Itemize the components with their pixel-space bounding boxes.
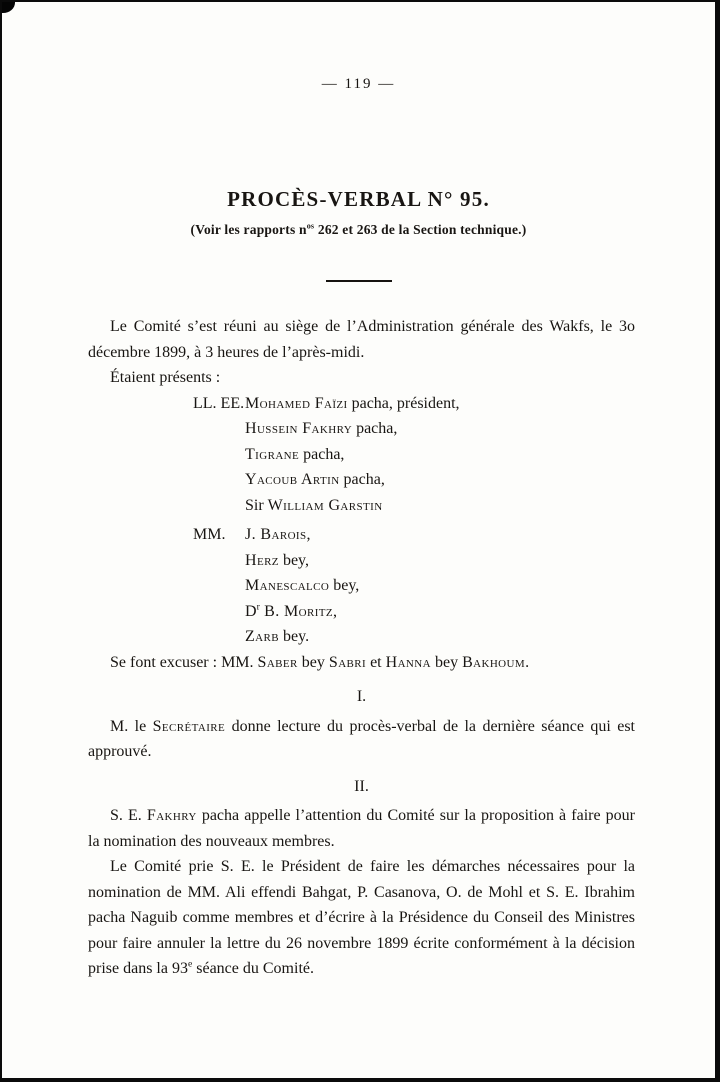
attendee-line bbox=[245, 416, 635, 442]
attendee-line bbox=[245, 624, 635, 650]
paragraph-text: M. le bbox=[110, 717, 153, 735]
page-title: PROCÈS-VERBAL N° 95. bbox=[227, 187, 490, 211]
excused-name: Bakhoum bbox=[462, 653, 526, 671]
attendee-title: pacha, bbox=[339, 471, 385, 488]
attendee-line bbox=[193, 391, 635, 417]
ordinal-superscript: e bbox=[187, 958, 193, 970]
attendee-line bbox=[245, 467, 635, 493]
attendee-honorific: Sir bbox=[245, 496, 268, 514]
attendee-name: B. Moritz bbox=[259, 602, 334, 620]
section2-paragraph-1 bbox=[88, 803, 635, 854]
attendee-title: bey. bbox=[279, 628, 310, 645]
attendee-title: pacha, président, bbox=[347, 394, 460, 412]
attendee-line bbox=[193, 522, 635, 548]
paragraph-text: séance du Comité. bbox=[192, 960, 314, 977]
attendee-line bbox=[245, 442, 635, 468]
excused-line bbox=[88, 650, 635, 676]
attendee-name: William Garstin bbox=[267, 496, 383, 514]
attendee-honorific: D bbox=[245, 602, 257, 620]
present-label: Étaient présents : bbox=[110, 369, 221, 386]
attendee-name: Herz bbox=[245, 551, 279, 569]
excused-name: Sabri bbox=[328, 653, 367, 671]
attendee-line bbox=[245, 573, 635, 599]
paragraph-text: Le Comité prie S. E. le Président de faire les démarches nécessaires pour la nomination de MM. Ali effendi Bahgat, P. Casanova, O. de Mohl et S. E. Ibrahim pacha Naguib comme membres et d’écrire à la Présidence du Conseil des Ministres pour faire annuler la lettre du 26 novembre 1899 écrite conformément à la décision prise dans la 93 bbox=[88, 858, 635, 977]
attendee-title: bey, bbox=[278, 551, 309, 569]
scan-corner-artifact bbox=[0, 0, 15, 13]
excused-text: et bbox=[366, 653, 386, 671]
attendee-line bbox=[245, 599, 635, 625]
attendee-title: , bbox=[306, 526, 311, 543]
attendees-list bbox=[88, 391, 635, 650]
section-heading-2: II. bbox=[354, 777, 369, 795]
document-body bbox=[88, 314, 635, 982]
excused-name: Saber bbox=[257, 653, 298, 671]
paragraph-text: pacha appelle l’attention du Comité sur la proposition à faire pour la nomination des nouveaux membres. bbox=[88, 807, 635, 850]
paragraph-text: S. E. bbox=[110, 807, 147, 824]
subtitle-text-pre: (Voir les rapports n bbox=[190, 222, 307, 237]
attendee-name: Manescalco bbox=[245, 577, 330, 594]
attendee-title: pacha, bbox=[352, 420, 398, 437]
role-name: Secrétaire bbox=[152, 717, 226, 735]
section-heading-1: I. bbox=[356, 688, 367, 705]
subtitle-superscript: os bbox=[306, 221, 315, 231]
page-number: — 119 — bbox=[321, 76, 396, 92]
excused-name: Hanna bbox=[385, 653, 431, 671]
subtitle-text-post: 262 et 263 de la Section technique.) bbox=[314, 222, 527, 237]
attendee-line bbox=[245, 548, 635, 574]
attendee-title: bey, bbox=[329, 577, 360, 594]
honorific-superscript: r bbox=[256, 601, 260, 613]
person-name: Fakhry bbox=[146, 807, 197, 824]
section-divider-rule bbox=[326, 280, 392, 282]
attendee-name: J. Barois bbox=[245, 526, 307, 543]
opening-paragraph: Le Comité s’est réuni au siège de l’Administration générale des Wakfs, le 3o décembre 1899, à 3 heures de l’après-midi. bbox=[88, 318, 635, 361]
attendee-name: Mohamed Faïzi bbox=[245, 394, 348, 412]
excused-text: bey bbox=[297, 653, 329, 671]
attendee-line bbox=[245, 493, 635, 519]
excused-text: bey bbox=[430, 653, 463, 671]
attendee-title: pacha, bbox=[299, 445, 345, 463]
paragraph-text: donne lecture du procès-verbal de la dernière séance qui est approuvé. bbox=[88, 717, 635, 760]
attendee-name: Tigrane bbox=[245, 445, 300, 463]
excused-text: Se font excuser : MM. bbox=[110, 653, 258, 671]
attendee-group-prefix: MM. bbox=[193, 526, 226, 543]
attendee-name: Zarb bbox=[245, 628, 279, 645]
section2-paragraph-2 bbox=[88, 854, 635, 982]
attendee-group-prefix: LL. EE. bbox=[193, 394, 245, 412]
attendee-title: , bbox=[333, 602, 338, 620]
subtitle bbox=[2, 222, 715, 238]
attendee-name: Hussein Fakhry bbox=[245, 420, 353, 437]
attendee-name: Yacoub Artin bbox=[245, 471, 340, 488]
excused-text: . bbox=[525, 653, 530, 671]
section1-paragraph bbox=[88, 714, 635, 765]
